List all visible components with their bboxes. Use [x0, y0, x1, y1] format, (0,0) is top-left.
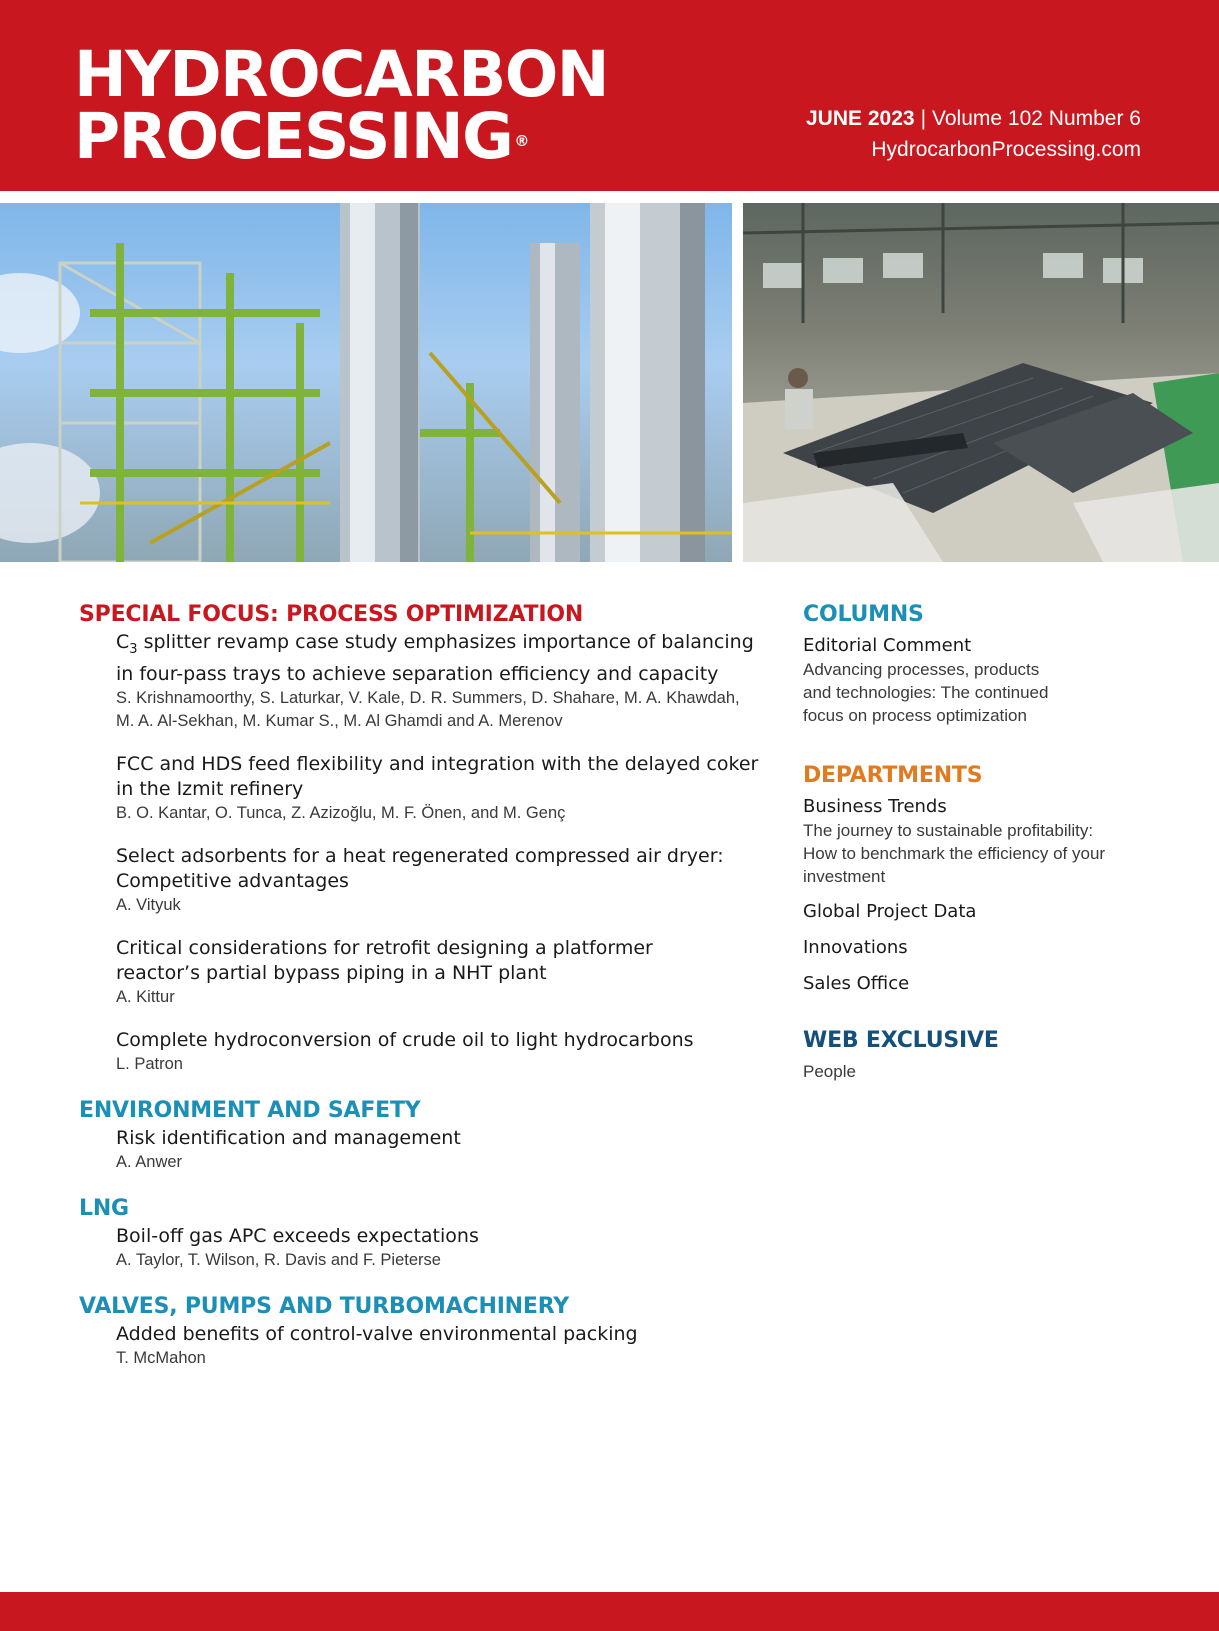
- department-title[interactable]: Global Project Data: [803, 901, 977, 922]
- magazine-logo: [74, 38, 609, 173]
- article-item[interactable]: [116, 1028, 759, 1076]
- section-web-exclusive: [803, 1026, 1203, 1083]
- tray-fabrication-workshop-photo: [743, 203, 1219, 562]
- article-authors: L. Patron: [116, 1054, 183, 1073]
- article-title[interactable]: Complete hydroconversion of crude oil to light hydrocarbons: [116, 1028, 694, 1051]
- section-special-focus: [79, 600, 759, 1076]
- web-exclusive-item[interactable]: People: [803, 1062, 856, 1081]
- logo-line-1: HYDROCARBON: [74, 38, 609, 111]
- article-item[interactable]: [116, 630, 759, 733]
- logo-line-2: PROCESSING: [74, 100, 513, 173]
- website-link[interactable]: HydrocarbonProcessing.com: [871, 138, 1141, 161]
- issue-month: JUNE 2023: [805, 107, 915, 130]
- section-departments: [803, 761, 1203, 996]
- article-authors: A. Vityuk: [116, 895, 181, 914]
- refinery-columns-photo: [0, 203, 732, 562]
- department-item[interactable]: [803, 972, 1203, 996]
- article-item[interactable]: [116, 1322, 759, 1370]
- article-authors: A. Kittur: [116, 987, 175, 1006]
- section-environment: [79, 1096, 759, 1174]
- department-item[interactable]: [803, 900, 1203, 924]
- department-item[interactable]: [803, 795, 1203, 888]
- article-authors: B. O. Kantar, O. Tunca, Z. Azizoğlu, M. F. Önen, and M. Genç: [116, 803, 566, 822]
- article-item[interactable]: [116, 752, 759, 825]
- article-authors: A. Anwer: [116, 1152, 183, 1171]
- section-lng: [79, 1194, 759, 1272]
- article-item[interactable]: [116, 844, 759, 917]
- section-valves: [79, 1292, 759, 1370]
- toc-main-column: [79, 600, 759, 1384]
- article-authors: S. Krishnamoorthy, S. Laturkar, V. Kale, D. R. Summers, D. Shahare, M. A. Khawdah, M. A. Al-Sekhan, M. Kumar S., M. Al Ghamdi and A. Merenov: [116, 688, 740, 730]
- article-authors: T. McMahon: [116, 1348, 206, 1367]
- article-title[interactable]: Added benefits of control-valve environmental packing: [116, 1322, 638, 1345]
- issue-volume: Volume 102 Number 6: [932, 107, 1141, 130]
- toc-side-column: [803, 600, 1203, 1083]
- footer-bar: [0, 1592, 1219, 1631]
- department-title[interactable]: Innovations: [803, 937, 908, 958]
- article-title[interactable]: Risk identification and management: [116, 1126, 461, 1149]
- column-item[interactable]: [803, 634, 1203, 727]
- section-heading-web-exclusive: WEB EXCLUSIVE: [803, 1028, 999, 1053]
- column-title[interactable]: Editorial Comment: [803, 635, 972, 656]
- workshop-illustration: [743, 203, 1219, 562]
- article-authors: A. Taylor, T. Wilson, R. Davis and F. Pieterse: [116, 1250, 441, 1269]
- title-prefix: C: [116, 631, 130, 653]
- section-heading-special-focus: SPECIAL FOCUS: PROCESS OPTIMIZATION: [79, 602, 584, 627]
- issue-info: [806, 103, 1141, 165]
- section-heading-environment: ENVIRONMENT AND SAFETY: [79, 1097, 421, 1123]
- article-title[interactable]: Boil-off gas APC exceeds expectations: [116, 1224, 479, 1247]
- issue-separator: |: [920, 107, 927, 130]
- article-item[interactable]: [116, 1126, 759, 1174]
- article-item[interactable]: [116, 936, 759, 1009]
- section-columns: [803, 600, 1203, 727]
- department-title[interactable]: Sales Office: [803, 973, 910, 994]
- title-rest: splitter revamp case study emphasizes importance of balancing in four-pass trays to achieve separation efficiency and capacity: [116, 631, 754, 685]
- title-subscript: 3: [129, 641, 138, 657]
- department-item[interactable]: [803, 936, 1203, 960]
- article-title[interactable]: Critical considerations for retrofit designing a platformer reactor’s partial bypass piping in a NHT plant: [116, 936, 653, 984]
- section-heading-columns: COLUMNS: [803, 602, 924, 627]
- article-title[interactable]: [116, 630, 759, 687]
- department-title[interactable]: Business Trends: [803, 796, 947, 817]
- article-title[interactable]: Select adsorbents for a heat regenerated compressed air dryer: Competitive advantages: [116, 844, 724, 892]
- registered-mark: ®: [514, 132, 528, 150]
- section-heading-lng: LNG: [79, 1195, 129, 1221]
- article-title[interactable]: FCC and HDS feed flexibility and integration with the delayed coker in the Izmit refinery: [116, 752, 759, 800]
- section-heading-departments: DEPARTMENTS: [803, 763, 983, 788]
- refinery-illustration: [0, 203, 732, 562]
- article-item[interactable]: [116, 1224, 759, 1272]
- section-heading-valves: VALVES, PUMPS AND TURBOMACHINERY: [79, 1293, 569, 1319]
- column-description: Advancing processes, products and technologies: The continued focus on process optimization: [803, 660, 1049, 725]
- masthead: [0, 0, 1219, 191]
- department-description: The journey to sustainable profitability: How to benchmark the efficiency of your investment: [803, 821, 1106, 886]
